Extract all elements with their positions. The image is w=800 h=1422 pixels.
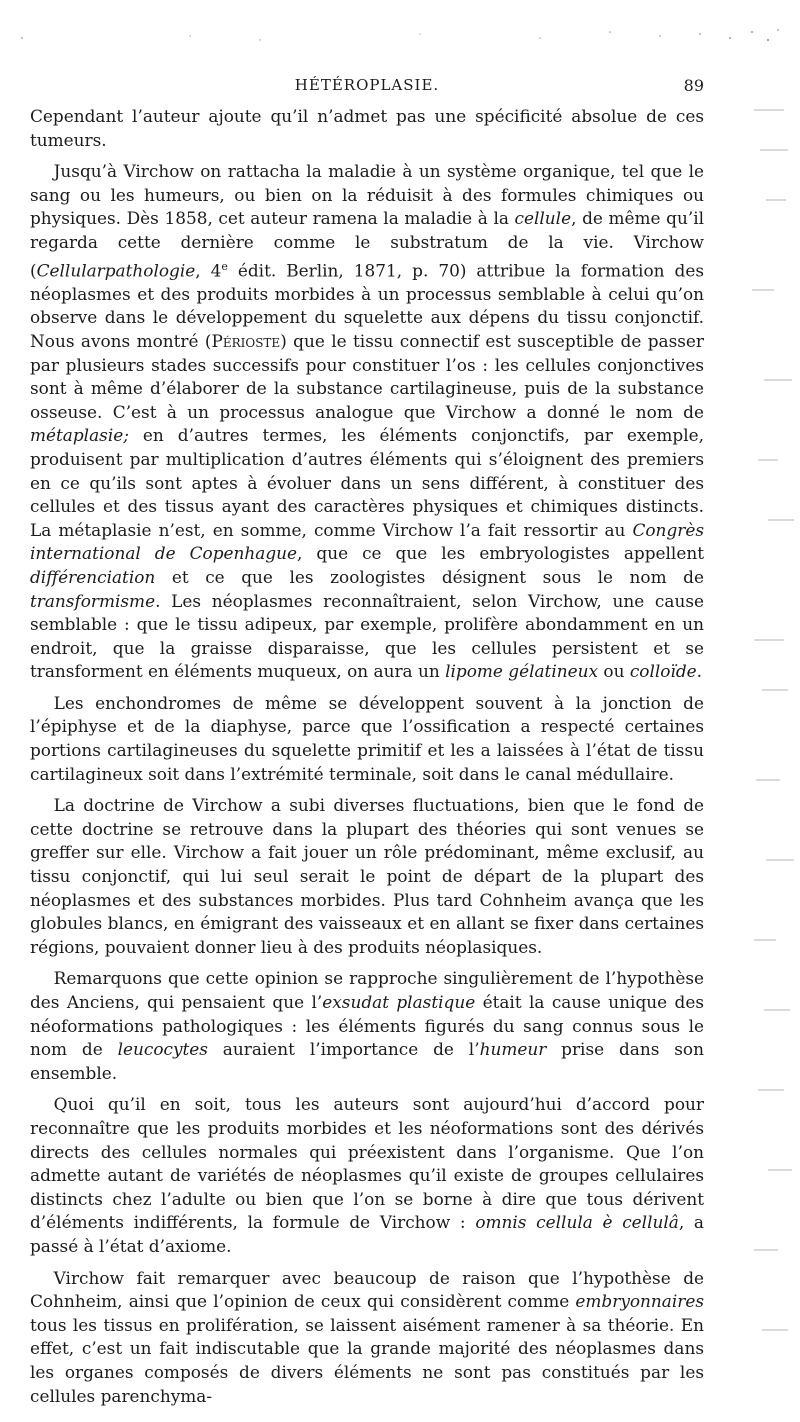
running-header	[30, 76, 704, 100]
text-run: .	[696, 661, 703, 682]
running-title: HÉTÉROPLASIE.	[294, 76, 440, 94]
italic-run: cellule	[514, 208, 572, 229]
text-run: Les enchondromes de même se développent souvent à la jonction de l’épiphyse et de la diaphyse, parce que l’ossification a respecté certaines portions cartilagineuses du squelette primitif et les a laissées à l’état de tissu cartilagineux soit dans l’extrémité terminale, soit dans le canal médullaire.	[30, 692, 704, 784]
book-page	[30, 0, 704, 1418]
text-run: , que ce que les embryologistes appellent	[297, 543, 704, 564]
text-run: édit. Berlin, 1871, p. 70) attribue la formation des néoplasmes et des produits morbides à un processus semblable à celui qu’on observe dans le développement du squelette aux dépens du tissu conjonctif. Nous avons montré (	[30, 260, 704, 351]
italic-run: lipome gélatineux	[445, 661, 599, 682]
superscript-run: e	[221, 259, 228, 273]
body-text	[30, 105, 704, 1416]
italic-run: colloïde	[629, 661, 697, 682]
paragraph	[30, 692, 704, 786]
text-run: Remarquons que cette opinion se rapproche singulièrement de l’hypothèse des Anciens, qui pensaient que l’	[30, 968, 704, 1012]
paragraph	[30, 967, 704, 1085]
text-run: La doctrine de Virchow a subi diverses fluctuations, bien que le fond de cette doctrine se retrouve dans la plupart des théories qui sont venues se greffer sur elle. Virchow a fait jouer un rôle prédominant, même exclusif, au tissu conjonctif, qui lui seul serait le point de départ de la plupart des néoplasmes et des substances morbides. Plus tard Cohnheim avança que les globules blancs, en émigrant des vaisseaux et en allant se fixer dans certaines régions, pouvaient donner lieu à des produits néoplasiques.	[30, 795, 704, 957]
italic-run: différenciation	[30, 566, 156, 587]
italic-run: transformisme	[30, 590, 156, 611]
text-run: . Les néoplasmes reconnaîtraient, selon Virchow, une cause semblable : que le tissu adipeux, par exemple, prolifère abondamment en un endroit, que la graisse disparaisse, que les cellules persistent et se transforment en éléments muqueux, on aura un	[30, 590, 704, 682]
paragraph	[30, 160, 704, 684]
italic-run: leucocytes	[117, 1039, 208, 1060]
text-run: et ce que les zoologistes désignent sous le nom de	[155, 566, 704, 587]
scan-noise-margin	[714, 0, 800, 1418]
italic-run: humeur	[479, 1039, 547, 1060]
paragraph	[30, 105, 704, 152]
text-run: tous les tissus en prolifération, se laissent aisément ramener à sa théorie. En effet, c’est un fait indiscutable que la grande majorité des néoplasmes dans les organes composés de divers éléments ne sont pas constitués par les cellules parenchyma-	[30, 1314, 704, 1406]
text-run: était la cause unique des néoformations pathologiques : les éléments figurés du sang connus sous le nom de	[30, 992, 704, 1060]
text-run: , 4	[195, 260, 222, 281]
page-number: 89	[683, 76, 704, 95]
text-run: Cependant l’auteur ajoute qu’il n’admet pas une spécificité absolue de ces tumeurs.	[30, 106, 704, 150]
italic-run: Cellularpathologie	[36, 260, 196, 281]
paragraph	[30, 1267, 704, 1409]
smallcaps-run: Périoste	[211, 330, 281, 351]
text-run: Virchow fait remarquer avec beaucoup de raison que l’hypothèse de Cohnheim, ainsi que l’opinion de ceux qui considèrent comme	[30, 1267, 704, 1312]
text-run: Jusqu’à Virchow on rattacha la maladie à un système organique, tel que le sang ou les humeurs, ou bien on la réduisit à des formules chimiques ou physiques. Dès 1858, cet auteur ramena la maladie à la	[30, 161, 704, 229]
text-run: ou	[598, 661, 630, 682]
text-run: ) que le tissu connectif est susceptible de passer par plusieurs stades successifs pour constituer l’os : les cellules conjonctives sont à même d’élaborer de la substance cartilagineuse, puis de la substance osseuse. C’est à un processus analogue que Virchow a donné le nom de	[30, 330, 704, 422]
italic-run: omnis cellula è cellulâ	[475, 1212, 679, 1233]
text-run: auraient l’importance de l’	[207, 1039, 480, 1060]
italic-run: embryonnaires	[575, 1291, 704, 1312]
text-run: prise dans son ensemble.	[30, 1039, 704, 1083]
italic-run: exsudat plastique	[322, 992, 476, 1012]
italic-run: Congrès international de Copenhague	[30, 519, 704, 564]
text-run: , a passé à l’état d’axiome.	[30, 1212, 705, 1256]
paragraph	[30, 794, 704, 959]
paragraph	[30, 1093, 704, 1258]
text-run: en d’autres termes, les éléments conjonctifs, par exemple, produisent par multiplication d’autres éléments qui s’éloignent des premiers en ce qu’ils sont aptes à évoluer dans un sens différent, à constituer des cellules et des tissus ayant des caractères physiques et chimiques distincts. La métaplasie n’est, en somme, comme Virchow l’a fait ressortir au	[30, 425, 704, 540]
italic-run: métaplasie;	[30, 425, 129, 446]
text-run: Quoi qu’il en soit, tous les auteurs sont aujourd’hui d’accord pour reconnaître que les produits morbides et les néoformations sont des dérivés directs des cellules normales qui préexistent dans l’organisme. Que l’on admette autant de variétés de néoplasmes qu’il existe de groupes cellulaires distincts chez l’adulte ou bien que l’on se borne à dire que tous dérivent d’éléments indifférents, la formule de Virchow :	[30, 1094, 704, 1233]
text-run: , de même qu’il regarda cette dernière comme le substratum de la vie. Virchow (	[30, 208, 704, 281]
